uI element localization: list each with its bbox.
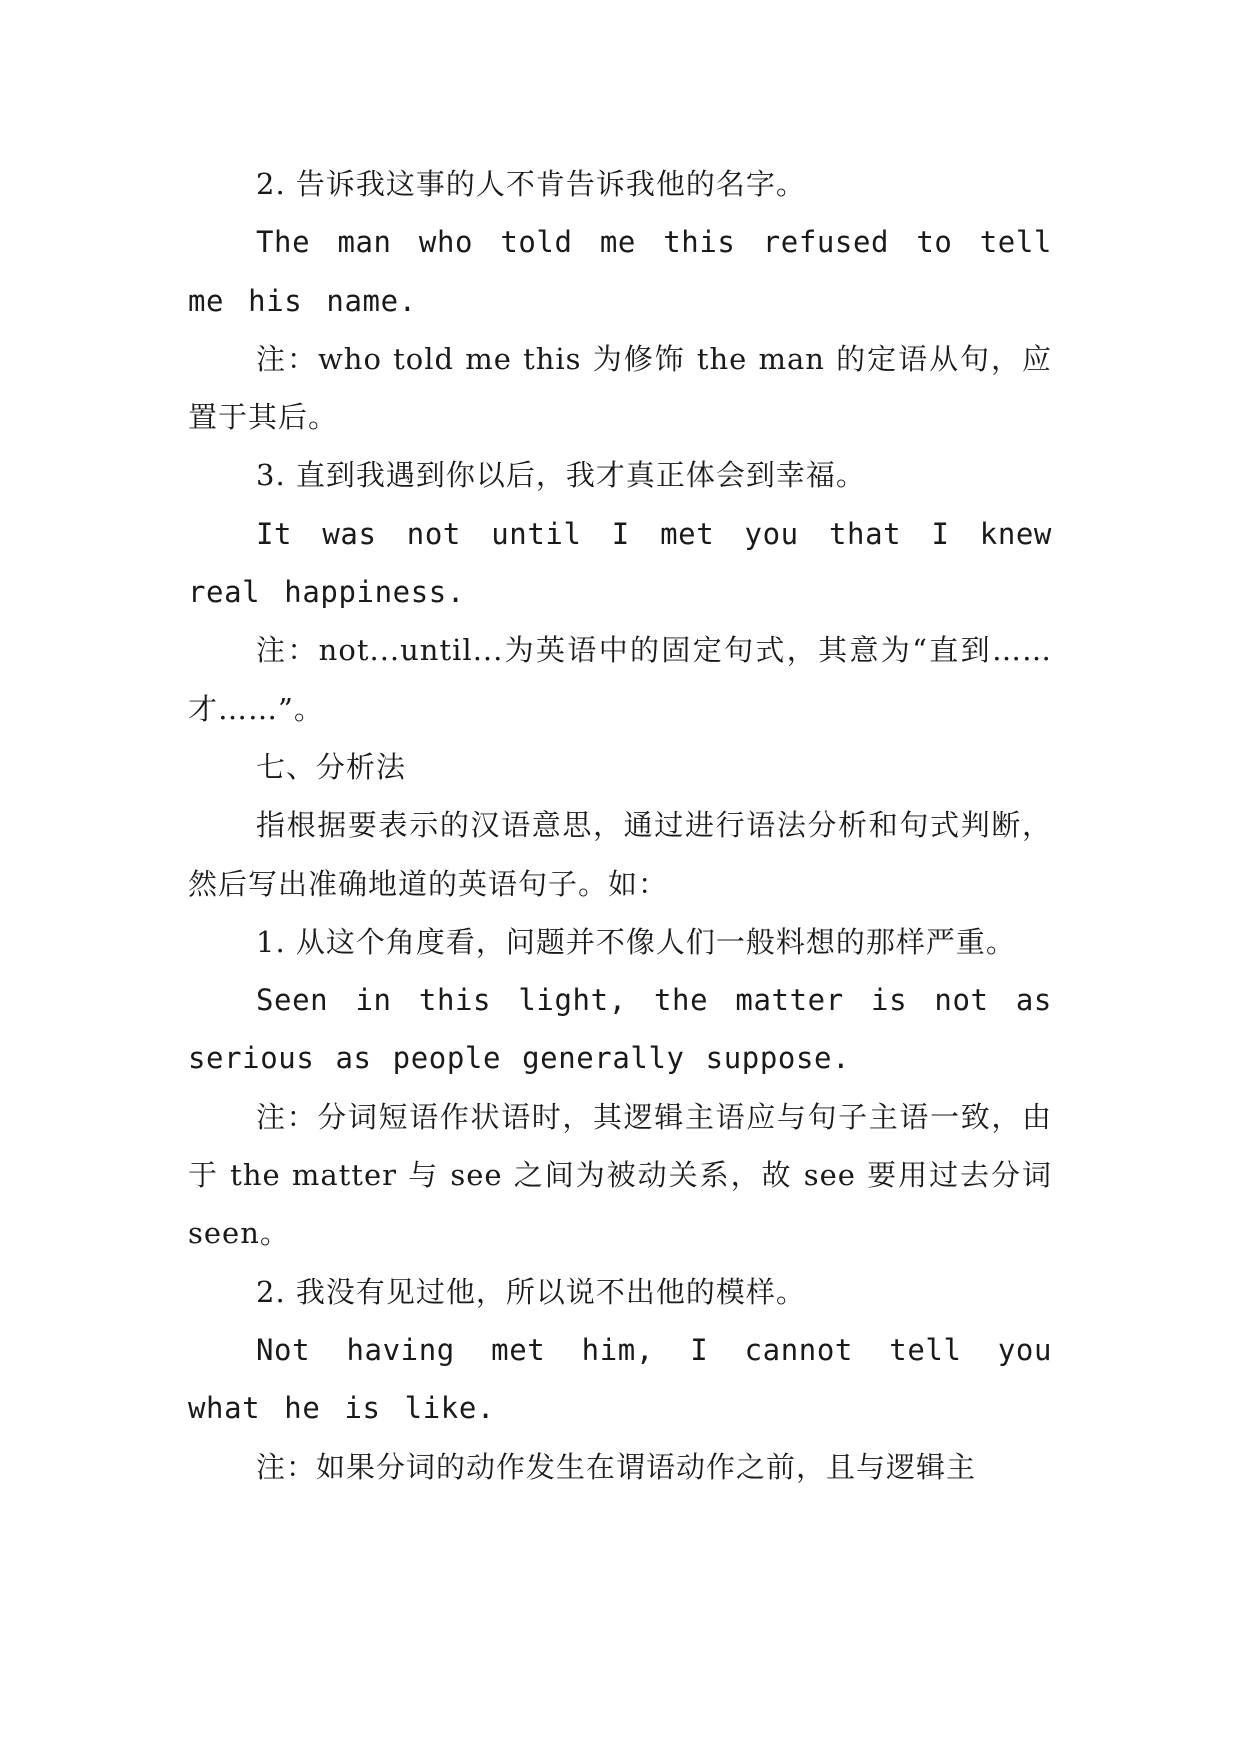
section-7-title: 七、分析法 [256,749,407,784]
analysis-example-2-heading: 2. 我没有见过他，所以说不出他的模样。 [256,1274,806,1309]
section-7-description: 指根据要表示的汉语意思，通过进行语法分析和句式判断，然后写出准确地道的英语句子。如： [188,808,1052,901]
document-body [188,155,1052,1496]
example-2-heading: 2. 告诉我这事的人不肯告诉我他的名字。 [256,167,806,201]
analysis-example-2-note: 注：如果分词的动作发生在谓语动作之前，且与逻辑主 [256,1449,977,1484]
example-2-note: 注：who told me this 为修饰 the man 的定语从句，应置于其后。 [188,341,1052,435]
analysis-example-2-translation: Not having met him, I cannot tell you what he is like. [188,1332,1052,1426]
analysis-example-1-note: 注：分词短语作状语时，其逻辑主语应与句子主语一致，由于 the matter 与 see 之间为被动关系，故 see 要用过去分词 seen。 [188,1099,1052,1251]
analysis-example-1-heading: 1. 从这个角度看，问题并不像人们一般料想的那样严重。 [256,924,1016,959]
example-3-note: 注：not...until...为英语中的固定句式，其意为“直到……才……”。 [188,633,1052,726]
example-3-translation: It was not until I met you that I knew real happiness. [188,516,1052,610]
analysis-example-1-translation: Seen in this light, the matter is not as serious as people generally suppose. [188,983,1052,1076]
example-3-heading: 3. 直到我遇到你以后，我才真正体会到幸福。 [256,458,866,493]
example-2-translation: The man who told me this refused to tell me his name. [188,225,1052,318]
